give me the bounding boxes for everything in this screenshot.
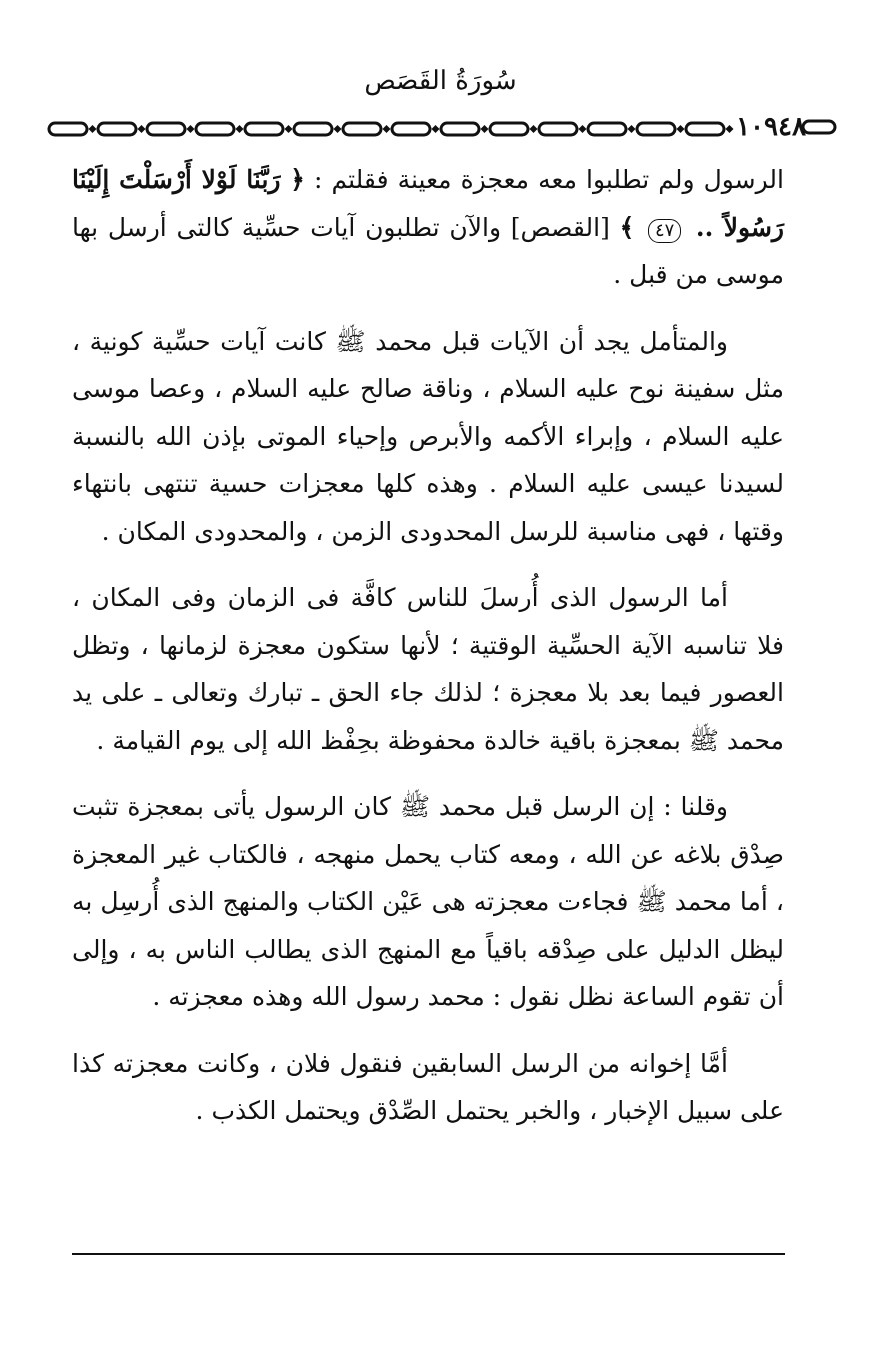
body-text [72,156,784,1154]
surah-title: سُورَةُ القَصَص [364,66,517,96]
quran-close-bracket: ﴾ [619,212,635,242]
quran-quote: ﴿ رَبَّنَا لَوْلا أَرْسَلْتَ إِلَيْنَا رَسُولاً .. [72,165,784,242]
paragraph-2: والمتأمل يجد أن الآيات قبل محمد ﷺ كانت آيات حسِّية كونية ، مثل سفينة نوح عليه السلام ، وناقة صالح عليه السلام ، وعصا موسى عليه السلام ، وإبراء الأكمه والأبرص وإحياء الموتى بإذن الله بالنسبة لسيدنا عيسى عليه السلام . وهذه كلها معجزات حسية تنتهى بانتهاء وقتها ، فهى مناسبة للرسل المحدودى الزمن ، والمحدودى المكان . [72,326,784,546]
paragraph-4: وقلنا : إن الرسل قبل محمد ﷺ كان الرسول يأتى بمعجزة تثبت صِدْق بلاغه عن الله ، ومعه كتاب يحمل منهجه ، فالكتاب غير المعجزة ، أما محمد ﷺ فجاءت معجزته هى عَيْن الكتاب والمنهج الذى أُرسِل به ليظل الدليل على صِدْقه باقياً مع المنهج الذى يطالب الناس به ، وإلى أن تقوم الساعة نظل نقول : محمد رسول الله وهذه معجزته . [72,792,784,1011]
footer-rule [72,1253,785,1255]
page-number: ١٠٩٤٨ [736,112,806,142]
paragraph-1 [72,156,784,299]
ornament-cap [800,117,838,137]
paragraph-1-intro: الرسول ولم تطلبوا معه معجزة معينة فقلتم : [314,165,784,194]
ornament-bar [45,115,735,143]
paragraph-1-rest: والآن تطلبون آيات حسِّية كالتى أرسل بها موسى من قبل . [72,212,784,289]
surah-citation: [القصص] [510,212,610,242]
paragraph-5: أمَّا إخوانه من الرسل السابقين فنقول فلان ، وكانت معجزته كذا على سبيل الإخبار ، والخبر يحتمل الصِّدْق ويحتمل الكذب . [72,1048,784,1125]
verse-number-marker: ٤٧ [648,219,681,243]
paragraph-3: أما الرسول الذى أُرسلَ للناس كافَّة فى الزمان وفى المكان ، فلا تناسبه الآية الحسِّية الوقتية ؛ لأنها ستكون معجزة لزمانها ، وتظل العصور فيما بعد بلا معجزة ؛ لذلك جاء الحق ـ تبارك وتعالى ـ على يد محمد ﷺ بمعجزة باقية خالدة محفوظة بحِفْظ الله إلى يوم القيامة . [72,583,784,755]
